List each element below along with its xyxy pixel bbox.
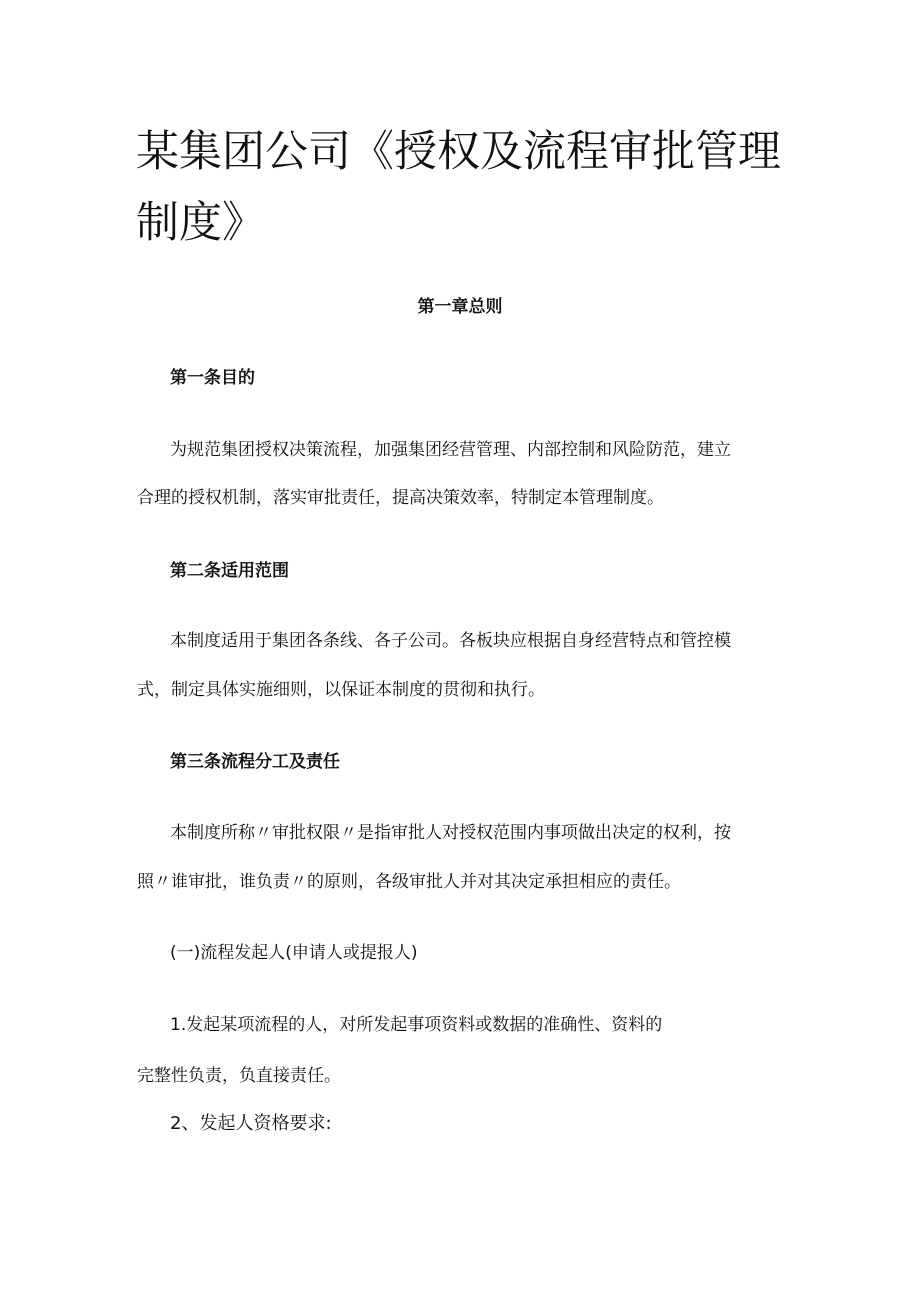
article-1-paragraph-line-1: 为规范集团授权决策流程，加强集团经营管理、内部控制和风险防范，建立	[170, 440, 731, 460]
list-item-1-line-1: 1.发起某项流程的人，对所发起事项资料或数据的准确性、资料的	[170, 1015, 663, 1035]
article-2-heading: 第二条适用范围	[170, 561, 289, 581]
article-2-paragraph-line-2: 式，制定具体实施细则，以保证本制度的贯彻和执行。	[137, 680, 545, 700]
list-item-1-line-2: 完整性负责，负直接责任。	[137, 1066, 341, 1086]
list-item-2: 2、发起人资格要求:	[170, 1113, 332, 1134]
article-3-sub-heading: (一)流程发起人(申请人或提报人)	[170, 943, 418, 963]
article-3-paragraph-line-2: 照〃谁审批，谁负责〃的原则，各级审批人并对其决定承担相应的责任。	[137, 872, 681, 892]
article-2-paragraph-line-1: 本制度适用于集团各条线、各子公司。各板块应根据自身经营特点和管控模	[170, 631, 731, 651]
document-title-line-1: 某集团公司《授权及流程审批管理	[136, 127, 781, 177]
article-1-heading: 第一条目的	[170, 368, 255, 388]
article-3-heading: 第三条流程分工及责任	[170, 752, 340, 772]
article-3-paragraph-line-1: 本制度所称〃审批权限〃是指审批人对授权范围内事项做出决定的权利，按	[170, 823, 731, 843]
document-title-line-2: 制度》	[136, 198, 265, 248]
chapter-heading: 第一章总则	[417, 297, 503, 317]
article-1-paragraph-line-2: 合理的授权机制，落实审批责任，提高决策效率，特制定本管理制度。	[137, 488, 664, 508]
